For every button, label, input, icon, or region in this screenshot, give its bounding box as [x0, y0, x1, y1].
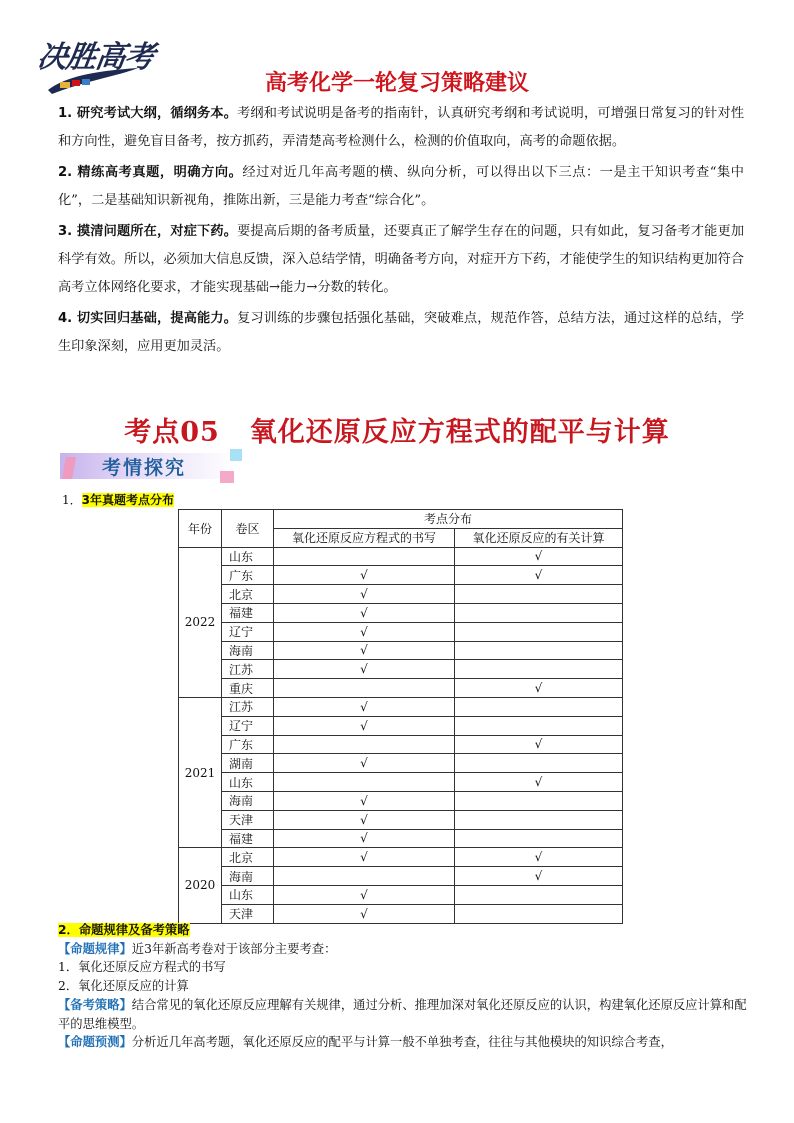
advice-body: 考纲和考试说明是备考的指南针，认真研究考纲和考试说明，可增强日常复习的针对性和方向性，避免盲目备考，按方抓药，弄清楚高考检测什么，检测的价值取向，高考的命题依据。 [58, 106, 745, 149]
calculation-check-cell: √ [455, 566, 623, 585]
region-cell: 辽宁 [222, 716, 274, 735]
exam-distribution-table [178, 509, 623, 924]
prep-text: 结合常见的氧化还原反应理解有关规律，通过分析、推理加深对氧化还原反应的认识，构建氧化还原反应计算和配平的思维模型。 [58, 997, 747, 1031]
region-cell: 广东 [222, 735, 274, 754]
banner-decor-icon [220, 471, 234, 483]
region-cell: 江苏 [222, 697, 274, 716]
calculation-check-cell [455, 829, 623, 848]
calculation-check-cell: √ [455, 735, 623, 754]
subsection-number: 1． [62, 493, 82, 507]
region-cell: 福建 [222, 603, 274, 622]
table-row [179, 735, 623, 754]
writing-check-cell: √ [274, 791, 455, 810]
advice-item [58, 305, 744, 360]
region-cell: 海南 [222, 641, 274, 660]
table-row [179, 829, 623, 848]
region-cell: 北京 [222, 585, 274, 604]
writing-check-cell: √ [274, 904, 455, 923]
region-cell: 山东 [222, 773, 274, 792]
calculation-check-cell [455, 697, 623, 716]
table-row [179, 585, 623, 604]
prediction-tag: 【命题预测】 [58, 1035, 132, 1050]
col-header-writing: 氧化还原反应方程式的书写 [274, 528, 455, 547]
list-item: 1．氧化还原反应方程式的书写 [58, 960, 226, 975]
calculation-check-cell [455, 622, 623, 641]
writing-check-cell: √ [274, 716, 455, 735]
region-cell: 天津 [222, 904, 274, 923]
prep-tag: 【备考策略】 [58, 997, 132, 1012]
writing-check-cell: √ [274, 641, 455, 660]
writing-check-cell: √ [274, 622, 455, 641]
table-row [179, 754, 623, 773]
section-code: 考点05 [124, 417, 220, 448]
strategy-heading [58, 921, 748, 940]
writing-check-cell [274, 773, 455, 792]
region-cell: 广东 [222, 566, 274, 585]
calculation-check-cell: √ [455, 547, 623, 566]
calculation-check-cell [455, 885, 623, 904]
writing-check-cell [274, 679, 455, 698]
region-cell: 天津 [222, 810, 274, 829]
table-row [179, 547, 623, 566]
calculation-check-cell [455, 716, 623, 735]
writing-check-cell: √ [274, 829, 455, 848]
table-row [179, 810, 623, 829]
region-cell: 湖南 [222, 754, 274, 773]
strategy-heading-number: 2． [58, 923, 79, 937]
list-item: 2．氧化还原反应的计算 [58, 979, 189, 994]
year-cell: 2021 [179, 697, 222, 847]
section-title [0, 410, 794, 449]
writing-check-cell [274, 547, 455, 566]
region-cell: 辽宁 [222, 622, 274, 641]
region-cell: 山东 [222, 885, 274, 904]
calculation-check-cell [455, 791, 623, 810]
strategy-section [58, 921, 748, 1052]
calculation-check-cell [455, 641, 623, 660]
strategy-heading-label: 命题规律及备考策略 [78, 923, 190, 937]
table-row [179, 679, 623, 698]
col-header-year: 年份 [179, 510, 222, 548]
subsection-label: 3年真题考点分布 [81, 493, 174, 507]
calculation-check-cell [455, 603, 623, 622]
region-cell: 海南 [222, 867, 274, 886]
rule-paragraph [58, 940, 748, 959]
calculation-check-cell: √ [455, 848, 623, 867]
banner-decor-icon [230, 449, 242, 461]
advice-body: 要提高后期的备考质量，还要真正了解学生存在的问题，只有如此，复习备考才能更加科学有效。所以，必须加大信息反馈，深入总结学情，明确备考方向，对症开方下药，才能使学生的知识结构更加符合高考立体网络化要求，才能实现基础→能力→分数的转化。 [58, 224, 745, 295]
writing-check-cell: √ [274, 603, 455, 622]
year-cell: 2020 [179, 848, 222, 923]
col-header-group: 考点分布 [274, 510, 623, 529]
calculation-check-cell: √ [455, 867, 623, 886]
region-cell: 江苏 [222, 660, 274, 679]
region-cell: 重庆 [222, 679, 274, 698]
advice-lead: 2. 精练高考真题，明确方向。 [58, 165, 243, 181]
calculation-check-cell: √ [455, 679, 623, 698]
prediction-paragraph [58, 1033, 748, 1052]
table-body [179, 547, 623, 923]
advice-list [58, 100, 744, 364]
prep-paragraph [58, 996, 748, 1033]
table-row [179, 622, 623, 641]
table-row [179, 885, 623, 904]
prediction-text: 分析近几年高考题，氧化还原反应的配平与计算一般不单独考查，往往与其他模块的知识综合考查， [131, 1035, 673, 1050]
advice-lead: 3. 摸清问题所在，对症下药。 [58, 224, 238, 240]
writing-check-cell [274, 735, 455, 754]
logo-wordmark: 决胜高考 [35, 40, 156, 75]
calculation-check-cell: √ [455, 773, 623, 792]
table-row [179, 603, 623, 622]
page-title: 高考化学一轮复习策略建议 [264, 71, 529, 96]
table-row [179, 791, 623, 810]
rule-tag: 【命题规律】 [58, 941, 132, 956]
calculation-check-cell [455, 660, 623, 679]
rule-text: 近3年新高考卷对于该部分主要考查： [131, 941, 337, 956]
table-row [179, 566, 623, 585]
region-cell: 北京 [222, 848, 274, 867]
writing-check-cell: √ [274, 848, 455, 867]
table-row [179, 848, 623, 867]
table-row [179, 773, 623, 792]
region-cell: 山东 [222, 547, 274, 566]
col-header-calculation: 氧化还原反应的有关计算 [455, 528, 623, 547]
region-cell: 海南 [222, 791, 274, 810]
writing-check-cell: √ [274, 585, 455, 604]
writing-check-cell: √ [274, 566, 455, 585]
advice-lead: 4. 切实回归基础，提高能力。 [58, 311, 238, 327]
calculation-check-cell [455, 585, 623, 604]
advice-lead: 1. 研究考试大纲，循纲务本。 [58, 106, 238, 121]
writing-check-cell: √ [274, 810, 455, 829]
calculation-check-cell [455, 810, 623, 829]
table-row [179, 660, 623, 679]
writing-check-cell: √ [274, 885, 455, 904]
col-header-region: 卷区 [222, 510, 274, 548]
table-row [179, 641, 623, 660]
writing-check-cell: √ [274, 697, 455, 716]
section-banner [60, 447, 244, 485]
advice-item [58, 159, 744, 214]
advice-item [58, 218, 744, 301]
advice-body: 经过对近几年高考题的横、纵向分析，可以得出以下三点：一是主干知识考查“集中化”，二是基础知识新视角，推陈出新，三是能力考查“综合化”。 [58, 165, 744, 208]
writing-check-cell [274, 867, 455, 886]
table-row [179, 867, 623, 886]
calculation-check-cell [455, 754, 623, 773]
section-name: 氧化还原反应方程式的配平与计算 [249, 417, 670, 448]
table-row [179, 716, 623, 735]
advice-body: 复习训练的步骤包括强化基础，突破难点，规范作答，总结方法，通过这样的总结，学生印象深刻，应用更加灵活。 [58, 311, 745, 354]
writing-check-cell: √ [274, 660, 455, 679]
region-cell: 福建 [222, 829, 274, 848]
advice-item [58, 100, 744, 155]
banner-label: 考情探究 [102, 457, 187, 479]
table-row [179, 697, 623, 716]
subsection-heading [62, 491, 174, 508]
year-cell: 2022 [179, 547, 222, 697]
writing-check-cell: √ [274, 754, 455, 773]
